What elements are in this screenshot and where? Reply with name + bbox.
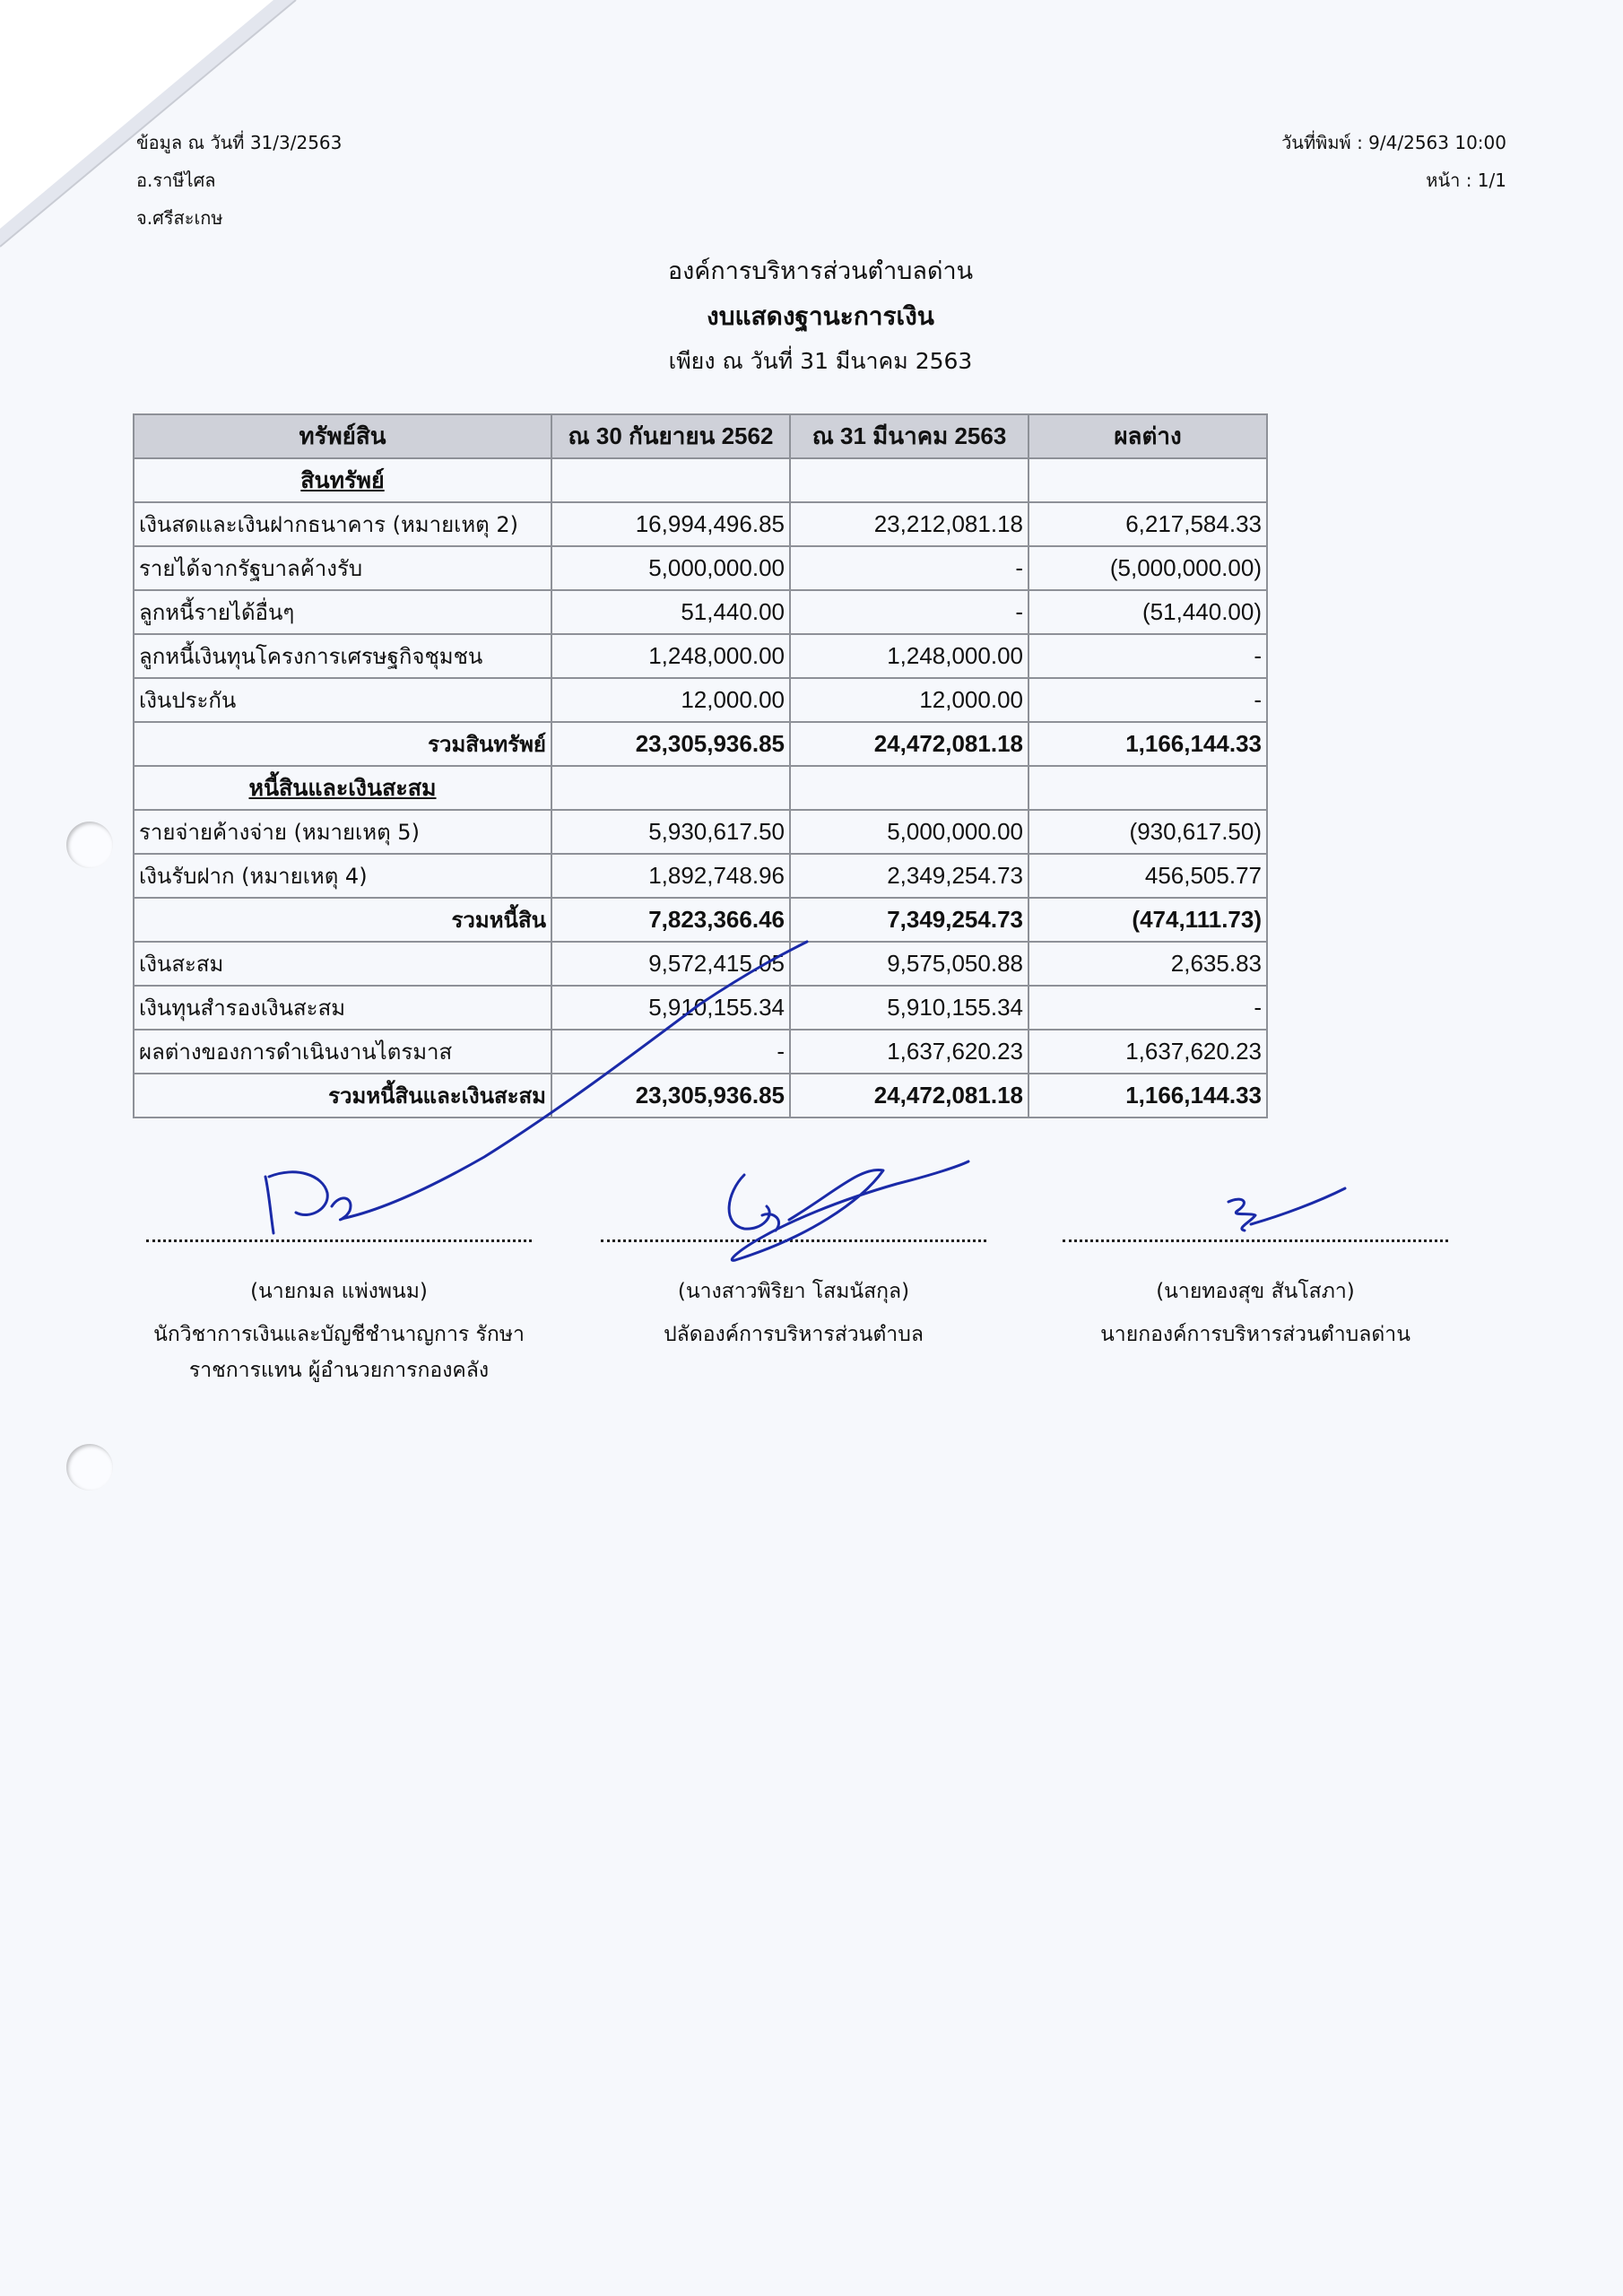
table-row (134, 1030, 1267, 1074)
row-label: รายได้จากรัฐบาลค้างรับ (134, 546, 551, 590)
value-mar-2563: 24,472,081.18 (790, 1074, 1028, 1118)
row-label: รวมสินทรัพย์ (134, 722, 551, 766)
value-mar-2563: 1,637,620.23 (790, 1030, 1028, 1074)
financial-position-table (133, 413, 1268, 1118)
value-mar-2563: - (790, 590, 1028, 634)
row-label: เงินทุนสำรองเงินสะสม (134, 986, 551, 1030)
row-label: ผลต่างของการดำเนินงานไตรมาส (134, 1030, 551, 1074)
section-row-liabilities (134, 766, 1267, 810)
table-row (134, 546, 1267, 590)
table-row (134, 590, 1267, 634)
table-row (134, 810, 1267, 854)
value-difference: (474,111.73) (1028, 898, 1267, 942)
signature-block-finance (106, 1222, 572, 1386)
row-label: รายจ่ายค้างจ่าย (หมายเหตุ 5) (134, 810, 551, 854)
signer-position: นักวิชาการเงินและบัญชีชำนาญการ รักษา (153, 1323, 525, 1346)
table-row (134, 986, 1267, 1030)
province: จ.ศรีสะเกษ (136, 207, 223, 229)
organization-name: องค์การบริหารส่วนตำบลด่าน (667, 257, 974, 285)
value-difference: (930,617.50) (1028, 810, 1267, 854)
value-mar-2563: 12,000.00 (790, 678, 1028, 722)
row-label: เงินรับฝาก (หมายเหตุ 4) (134, 854, 551, 898)
column-header: ทรัพย์สิน (134, 414, 551, 458)
table-header-row (134, 414, 1267, 458)
column-header: ณ 30 กันยายน 2562 (551, 414, 790, 458)
value-difference: 456,505.77 (1028, 854, 1267, 898)
section-heading: สินทรัพย์ (134, 458, 551, 502)
table-row (134, 502, 1267, 546)
punch-hole-top (66, 822, 113, 868)
value-sep-2562: 1,892,748.96 (551, 854, 790, 898)
total-row-assets (134, 722, 1267, 766)
value-difference: - (1028, 986, 1267, 1030)
value-mar-2563: 2,349,254.73 (790, 854, 1028, 898)
table-row (134, 634, 1267, 678)
row-label: เงินสะสม (134, 942, 551, 986)
value-difference: 1,166,144.33 (1028, 1074, 1267, 1118)
row-label: รวมหนี้สิน (134, 898, 551, 942)
signature-line (1063, 1222, 1448, 1242)
column-header: ผลต่าง (1028, 414, 1267, 458)
value-sep-2562: 9,572,415.05 (551, 942, 790, 986)
value-sep-2562: 23,305,936.85 (551, 1074, 790, 1118)
value-sep-2562: - (551, 1030, 790, 1074)
print-date: วันที่พิมพ์ : 9/4/2563 10:00 (1281, 132, 1506, 153)
signer-name: (นายทองสุข สันโสภา) (1156, 1280, 1355, 1303)
value-difference: 2,635.83 (1028, 942, 1267, 986)
value-difference: 1,166,144.33 (1028, 722, 1267, 766)
value-difference: - (1028, 678, 1267, 722)
total-row-liabilities-equity (134, 1074, 1267, 1118)
signature-block-chief (1022, 1222, 1488, 1350)
value-difference: (51,440.00) (1028, 590, 1267, 634)
value-sep-2562: 7,823,366.46 (551, 898, 790, 942)
value-sep-2562: 12,000.00 (551, 678, 790, 722)
data-as-of: ข้อมูล ณ วันที่ 31/3/2563 (136, 132, 343, 153)
row-label: รวมหนี้สินและเงินสะสม (134, 1074, 551, 1118)
column-header: ณ 31 มีนาคม 2563 (790, 414, 1028, 458)
signer-position: ปลัดองค์การบริหารส่วนตำบล (664, 1323, 924, 1346)
row-label: ลูกหนี้เงินทุนโครงการเศรษฐกิจชุมชน (134, 634, 551, 678)
value-sep-2562: 1,248,000.00 (551, 634, 790, 678)
document-titles (0, 249, 1623, 384)
signer-name: (นางสาวพิริยา โสมนัสกุล) (677, 1280, 910, 1303)
value-mar-2563: 23,212,081.18 (790, 502, 1028, 546)
table-row (134, 854, 1267, 898)
value-mar-2563: - (790, 546, 1028, 590)
header-left (136, 124, 342, 237)
value-sep-2562: 5,000,000.00 (551, 546, 790, 590)
value-sep-2562: 51,440.00 (551, 590, 790, 634)
row-label: ลูกหนี้รายได้อื่นๆ (134, 590, 551, 634)
punch-hole-bottom (66, 1444, 113, 1491)
signature-line (601, 1222, 986, 1242)
district: อ.ราษีไศล (136, 170, 216, 191)
value-mar-2563: 7,349,254.73 (790, 898, 1028, 942)
value-sep-2562: 5,930,617.50 (551, 810, 790, 854)
row-label: เงินประกัน (134, 678, 551, 722)
value-mar-2563: 5,910,155.34 (790, 986, 1028, 1030)
signer-name: (นายกมล แพ่งพนม) (250, 1280, 428, 1303)
total-row-liabilities (134, 898, 1267, 942)
value-sep-2562: 23,305,936.85 (551, 722, 790, 766)
section-row-assets (134, 458, 1267, 502)
table-row (134, 942, 1267, 986)
signer-position: นายกองค์การบริหารส่วนตำบลด่าน (1100, 1323, 1410, 1346)
value-mar-2563: 24,472,081.18 (790, 722, 1028, 766)
signature-line (146, 1222, 532, 1242)
value-difference: - (1028, 634, 1267, 678)
signer-position-cont: ราชการแทน ผู้อำนวยการกองคลัง (188, 1359, 490, 1382)
value-mar-2563: 5,000,000.00 (790, 810, 1028, 854)
table-row (134, 678, 1267, 722)
row-label: เงินสดและเงินฝากธนาคาร (หมายเหตุ 2) (134, 502, 551, 546)
value-difference: 6,217,584.33 (1028, 502, 1267, 546)
value-mar-2563: 1,248,000.00 (790, 634, 1028, 678)
header-right (1281, 124, 1506, 199)
page-number: หน้า : 1/1 (1426, 170, 1506, 191)
value-sep-2562: 16,994,496.85 (551, 502, 790, 546)
signature-block-clerk (560, 1222, 1027, 1350)
value-difference: 1,637,620.23 (1028, 1030, 1267, 1074)
value-mar-2563: 9,575,050.88 (790, 942, 1028, 986)
statement-date: เพียง ณ วันที่ 31 มีนาคม 2563 (668, 348, 973, 374)
value-sep-2562: 5,910,155.34 (551, 986, 790, 1030)
section-heading: หนี้สินและเงินสะสม (134, 766, 551, 810)
page-title: งบแสดงฐานะการเงิน (707, 301, 934, 331)
value-difference: (5,000,000.00) (1028, 546, 1267, 590)
